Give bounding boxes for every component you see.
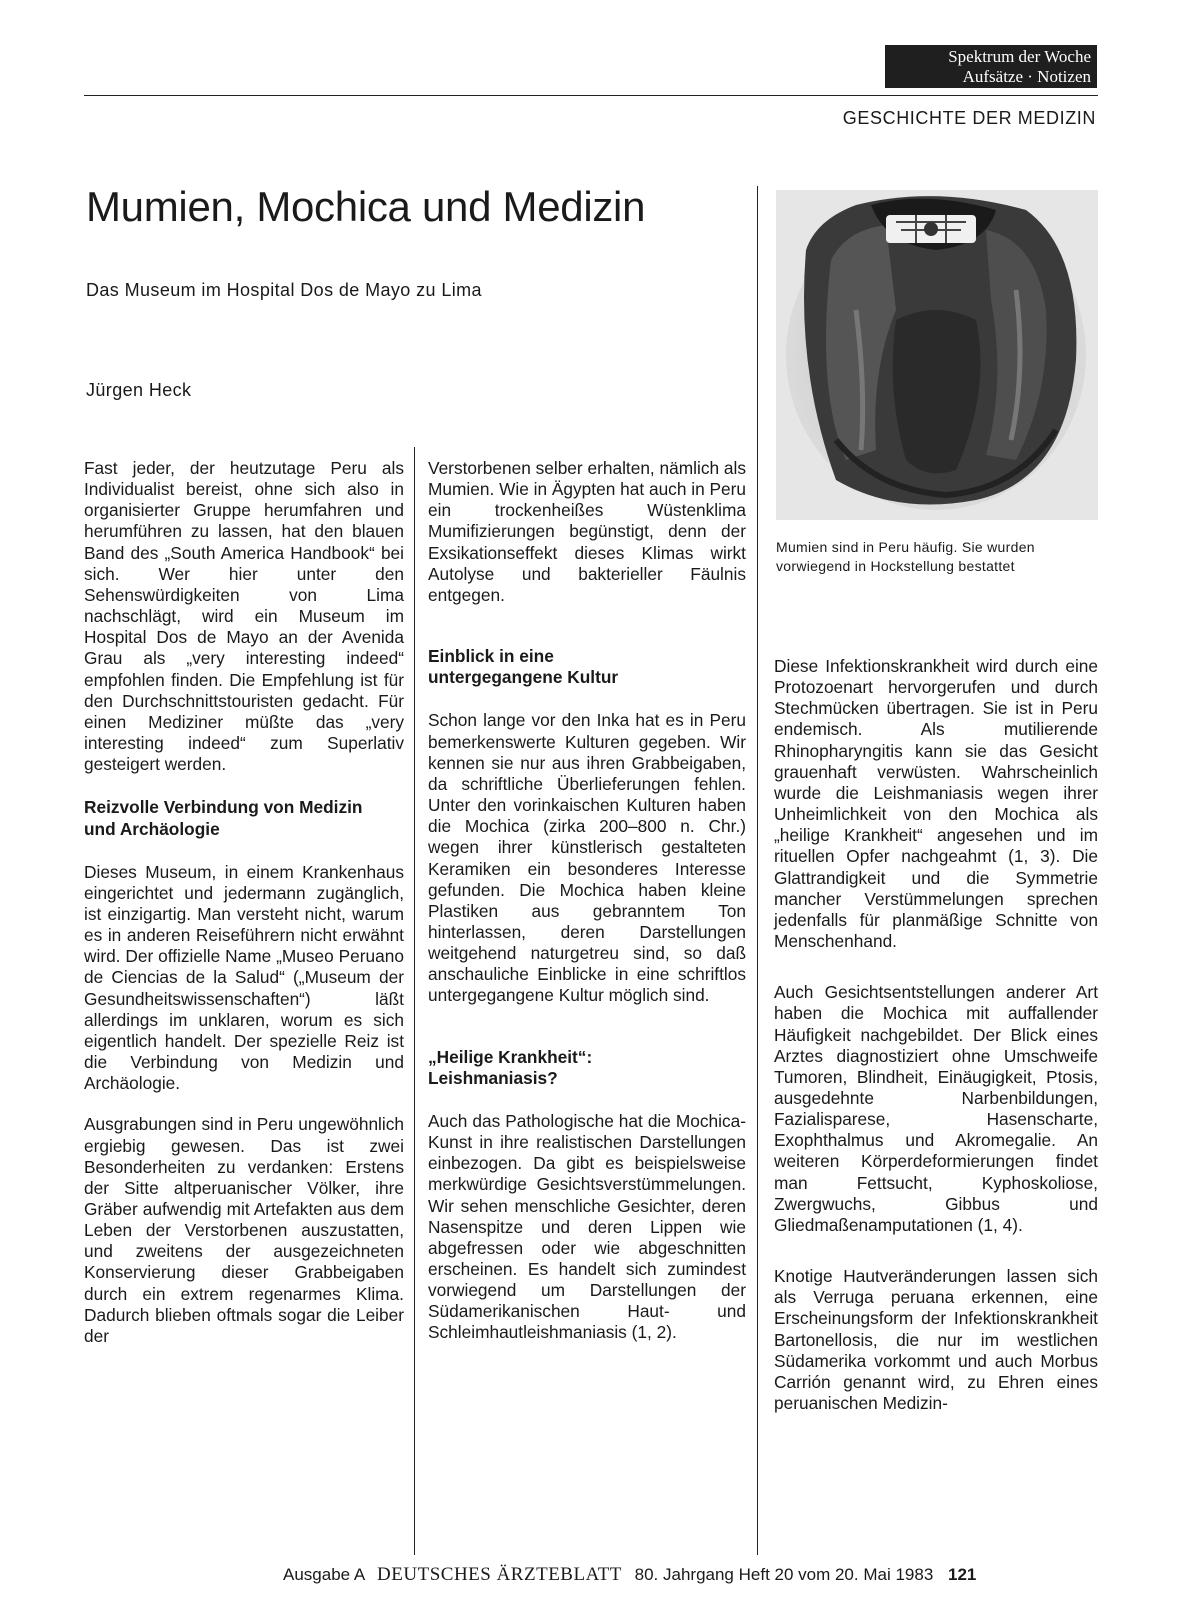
article-author: Jürgen Heck: [86, 380, 192, 400]
masthead-line-2: Aufsätze · Notizen: [962, 67, 1091, 86]
masthead-line-1: Spektrum der Woche: [948, 47, 1091, 66]
mummy-photo: [776, 190, 1098, 520]
section-label: GESCHICHTE DER MEDIZIN: [842, 108, 1096, 128]
text-column-1: [84, 458, 404, 1367]
text-column-2: [428, 458, 746, 1364]
mummy-photo-image: [776, 190, 1098, 520]
subheading: Einblick in eine untergegangene Kultur: [428, 646, 619, 688]
article-subtitle: Das Museum im Hospital Dos de Mayo zu Lima: [86, 280, 482, 300]
footer-edition: Ausgabe A: [283, 1565, 365, 1584]
paragraph: Dieses Museum, in einem Krankenhaus eingerichtet und jedermann zugänglich, ist einzigartig. Man versteht nicht, warum es in anderen Reiseführern nicht erwähnt wird. Der offizielle Name „Museo Peruano de Ciencias de la Salud“ („Museum der Gesundheitswissenschaften“) läßt allerdings im unklaren, worum es sich eigentlich handelt. Der spezielle Reiz ist die Verbindung von Medizin und Archäologie.: [84, 861, 404, 1094]
paragraph: Knotige Hautveränderungen lassen sich als Verruga peruana erkennen, eine Erscheinungsform der Infektionskrankheit Bartonellosis, die nur im westlichen Südamerika vorkommt und auch Morbus Carrión genannt wird, zu Ehren eines peruanischen Medizin-: [774, 1266, 1098, 1413]
text-column-3: [774, 656, 1098, 1434]
subheading: Reizvolle Verbindung von Medizin und Archäologie: [84, 797, 363, 839]
paragraph: Auch das Pathologische hat die Mochica-Kunst in ihre realistischen Darstellungen einbezogen. Da gibt es beispielsweise merkwürdige Gesichtsverstümmelungen. Wir sehen menschliche Gesichter, deren Nasenspitze und deren Lippen wie abgefressen oder wie abgeschnitten erscheinen. Es handelt sich zumindest vorwiegend um Darstellungen der Südamerikanischen Haut- und Schleimhautleishmaniasis (1, 2).: [428, 1110, 746, 1343]
page-number: 121: [948, 1565, 977, 1584]
footer-journal: DEUTSCHES ÄRZTEBLATT: [377, 1564, 622, 1585]
column-divider-1: [414, 447, 415, 1555]
paragraph: Schon lange vor den Inka hat es in Peru bemerkenswerte Kulturen gegeben. Wir kennen sie nur aus ihren Grabbeigaben, da schriftliche Überlieferungen fehlen. Unter den vorinkaischen Kulturen haben die Mochica (zirka 200–800 n. Chr.) wegen ihrer künstlerisch gestalteten Keramiken ein besonderes Interesse gefunden. Die Mochica haben kleine Plastiken aus gebranntem Ton hinterlassen, deren Darstellungen weitgehend naturgetreu sind, so daß anschauliche Einblicke in eine schriftlos untergegangene Kultur möglich sind.: [428, 710, 746, 1006]
paragraph: Diese Infektionskrankheit wird durch eine Protozoenart hervorgerufen und durch Stechmücken übertragen. Sie ist in Peru endemisch. Als mutilierende Rhinopharyngitis kann sie das Gesicht grauenhaft verwüsten. Wahrscheinlich wurde die Leishmaniasis wegen ihrer Unheimlichkeit von den Mochica als „heilige Krankheit“ angesehen und im rituellen Opfer nachgeahmt (1, 3). Die Glattrandigkeit und die Symmetrie mancher Verstümmelungen sprechen jedenfalls für planmäßige Schnitte von Menschenhand.: [774, 656, 1098, 952]
paragraph: Ausgrabungen sind in Peru ungewöhnlich ergiebig gewesen. Das ist zwei Besonderheiten zu verdanken: Erstens der Sitte altperuanischer Völker, ihre Gräber aufwendig mit Artefakten aus dem Leben der Verstorbenen auszustatten, und zweitens der ausgezeichneten Konservierung dieser Grabbeigaben durch ein extrem regenarmes Klima. Dadurch blieben oftmals sogar die Leiber der: [84, 1114, 404, 1346]
footer-issue: 80. Jahrgang Heft 20 vom 20. Mai 1983: [634, 1565, 934, 1584]
paragraph: Auch Gesichtsentstellungen anderer Art haben die Mochica mit auffallender Häufigkeit nachgebildet. Der Blick eines Arztes diagnostiziert ohne Umschweife Tumoren, Blindheit, Einäugigkeit, Ptosis, ausgedehnte Narbenbildungen, Fazialisparese, Hasenscharte, Exophthalmus und Akromegalie. An weiteren Körperdeformierungen findet man Fettsucht, Kyphoskoliose, Zwergwuchs, Gibbus und Gliedmaßenamputationen (1, 4).: [774, 982, 1098, 1235]
column-divider-2: [757, 186, 758, 1555]
masthead-badge: [885, 45, 1097, 88]
paragraph: Fast jeder, der heutzutage Peru als Individualist bereist, ohne sich also in organisierter Gruppe herumfahren und herumführen zu lassen, hat den blauen Band des „South America Handbook“ bei sich. Wer hier unter den Sehenswürdigkeiten von Lima nachschlägt, wird ein Museum im Hospital Dos de Mayo an der Avenida Grau als „very interesting indeed“ empfohlen finden. Die Empfehlung ist für den Durchschnittstouristen gedacht. Für einen Mediziner müßte das „very interesting indeed“ zum Superlativ gesteigert werden.: [84, 458, 404, 775]
photo-caption: Mumien sind in Peru häufig. Sie wurden vorwiegend in Hockstellung bestattet: [776, 539, 1035, 574]
page-footer: [283, 1564, 976, 1586]
subheading: „Heilige Krankheit“: Leishmaniasis?: [428, 1046, 593, 1088]
header-rule: [84, 95, 1098, 96]
article-title: Mumien, Mochica und Medizin: [86, 183, 646, 230]
paragraph: Verstorbenen selber erhalten, nämlich als Mumien. Wie in Ägypten hat auch in Peru ein trockenheißes Wüstenklima Mumifizierungen begünstigt, denn der Exsikationseffekt dieses Klimas wirkt Autolyse und bakterieller Fäulnis entgegen.: [428, 458, 746, 605]
